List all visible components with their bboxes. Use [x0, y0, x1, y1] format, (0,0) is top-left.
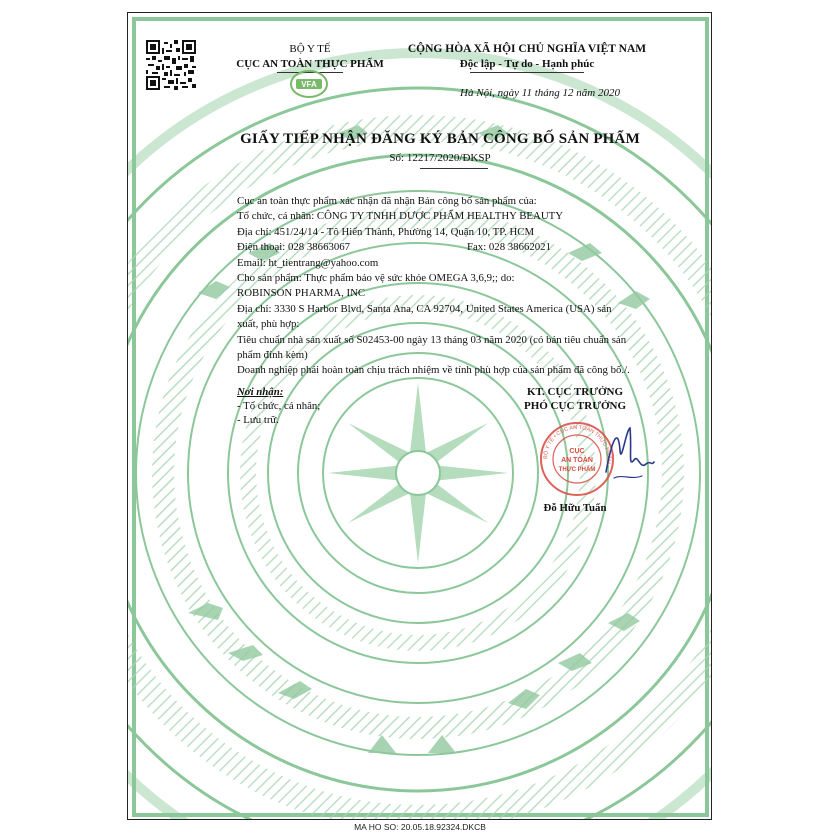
vfa-logo — [289, 68, 329, 100]
organization-line: Tổ chức, cá nhân: CÔNG TY TNHH DƯỢC PHẨM HEALTHY BEAUTY — [237, 210, 564, 223]
motto-underline — [470, 72, 584, 73]
product-line: Cho sản phẩm: Thực phẩm bảo vệ sức khỏe OMEGA 3,6,9;; do: — [237, 272, 515, 285]
ministry-name: BỘ Y TẾ — [289, 43, 331, 55]
signature-role-2: PHÓ CỤC TRƯỞNG — [523, 400, 627, 412]
nation-heading — [398, 42, 656, 72]
recipients-title: Nơi nhận: — [237, 386, 284, 398]
standard-line: Tiêu chuẩn nhà sản xuất số S02453-00 ngày 13 tháng 03 năm 2020 (có bản tiêu chuẩn sản — [237, 333, 627, 346]
recipient-item: - Tổ chức, cá nhân; — [237, 400, 321, 412]
responsibility-line: Doanh nghiệp phải hoàn toàn chịu trách nhiệm về tính phù hợp của sản phẩm đã công bố./. — [237, 364, 630, 377]
svg-text:BỘ Y TẾ • CỤC AN TOÀN THỰC PHẨ: BỘ Y TẾ • CỤC AN TOÀN THỰC PHẨM • — [542, 424, 612, 469]
phone-line: Điện thoại: 028 38663067 — [237, 241, 351, 254]
svg-text:CỤC: CỤC — [569, 448, 585, 455]
number-underline — [420, 168, 488, 169]
manufacturer-address-cont: xuất, phù hợp: — [237, 318, 300, 331]
document-number: Số: 12217/2020/ĐKSP — [389, 152, 491, 164]
fax-line: Fax: 028 38662021 — [467, 241, 551, 254]
intro-line: Cục an toàn thực phẩm xác nhận đã nhận Bản công bố sản phẩm của: — [237, 195, 537, 207]
contact-row — [237, 240, 647, 255]
svg-text:VFA: VFA — [301, 80, 317, 89]
national-motto: Độc lập - Tự do - Hạnh phúc — [459, 58, 595, 70]
manufacturer-address-line: Địa chỉ: 3330 S Harbor Blvd, Santa Ana, CA 92704, United States America (USA) sản — [237, 302, 612, 315]
svg-text:THỰC PHẨM: THỰC PHẨM — [558, 467, 596, 473]
manufacturer-line: ROBINSON PHARMA, INC — [237, 287, 366, 300]
email-line: Email: ht_tientrang@yahoo.com — [237, 256, 379, 269]
department-name: CỤC AN TOÀN THỰC PHẨM — [236, 58, 384, 70]
recipients-block — [237, 385, 320, 427]
address-line: Địa chỉ: 451/24/14 - Tô Hiến Thành, Phường 14, Quận 10, TP. HCM — [237, 225, 535, 238]
dossier-code: MA HO SO: 20.05.18.92324.DKCB — [354, 822, 486, 832]
recipient-item: - Lưu trữ. — [237, 414, 279, 426]
issue-date: Hà Nội, ngày 11 tháng 12 năm 2020 — [460, 87, 620, 99]
standard-line-cont: phẩm đính kèm) — [237, 349, 308, 362]
signature-title — [500, 385, 650, 413]
signature-role-1: KT. CỤC TRƯỞNG — [526, 386, 624, 398]
document-title: GIẤY TIẾP NHẬN ĐĂNG KÝ BẢN CÔNG BỐ SẢN PHẨM — [240, 131, 640, 147]
certificate-body — [237, 194, 647, 379]
signer-name: Đỗ Hữu Tuấn — [543, 502, 607, 514]
qr-code — [146, 40, 196, 90]
svg-text:AN TOÀN: AN TOÀN — [561, 457, 593, 464]
nation-name: CỘNG HÒA XÃ HỘI CHỦ NGHĨA VIỆT NAM — [407, 43, 647, 55]
handwritten-signature — [598, 420, 658, 486]
